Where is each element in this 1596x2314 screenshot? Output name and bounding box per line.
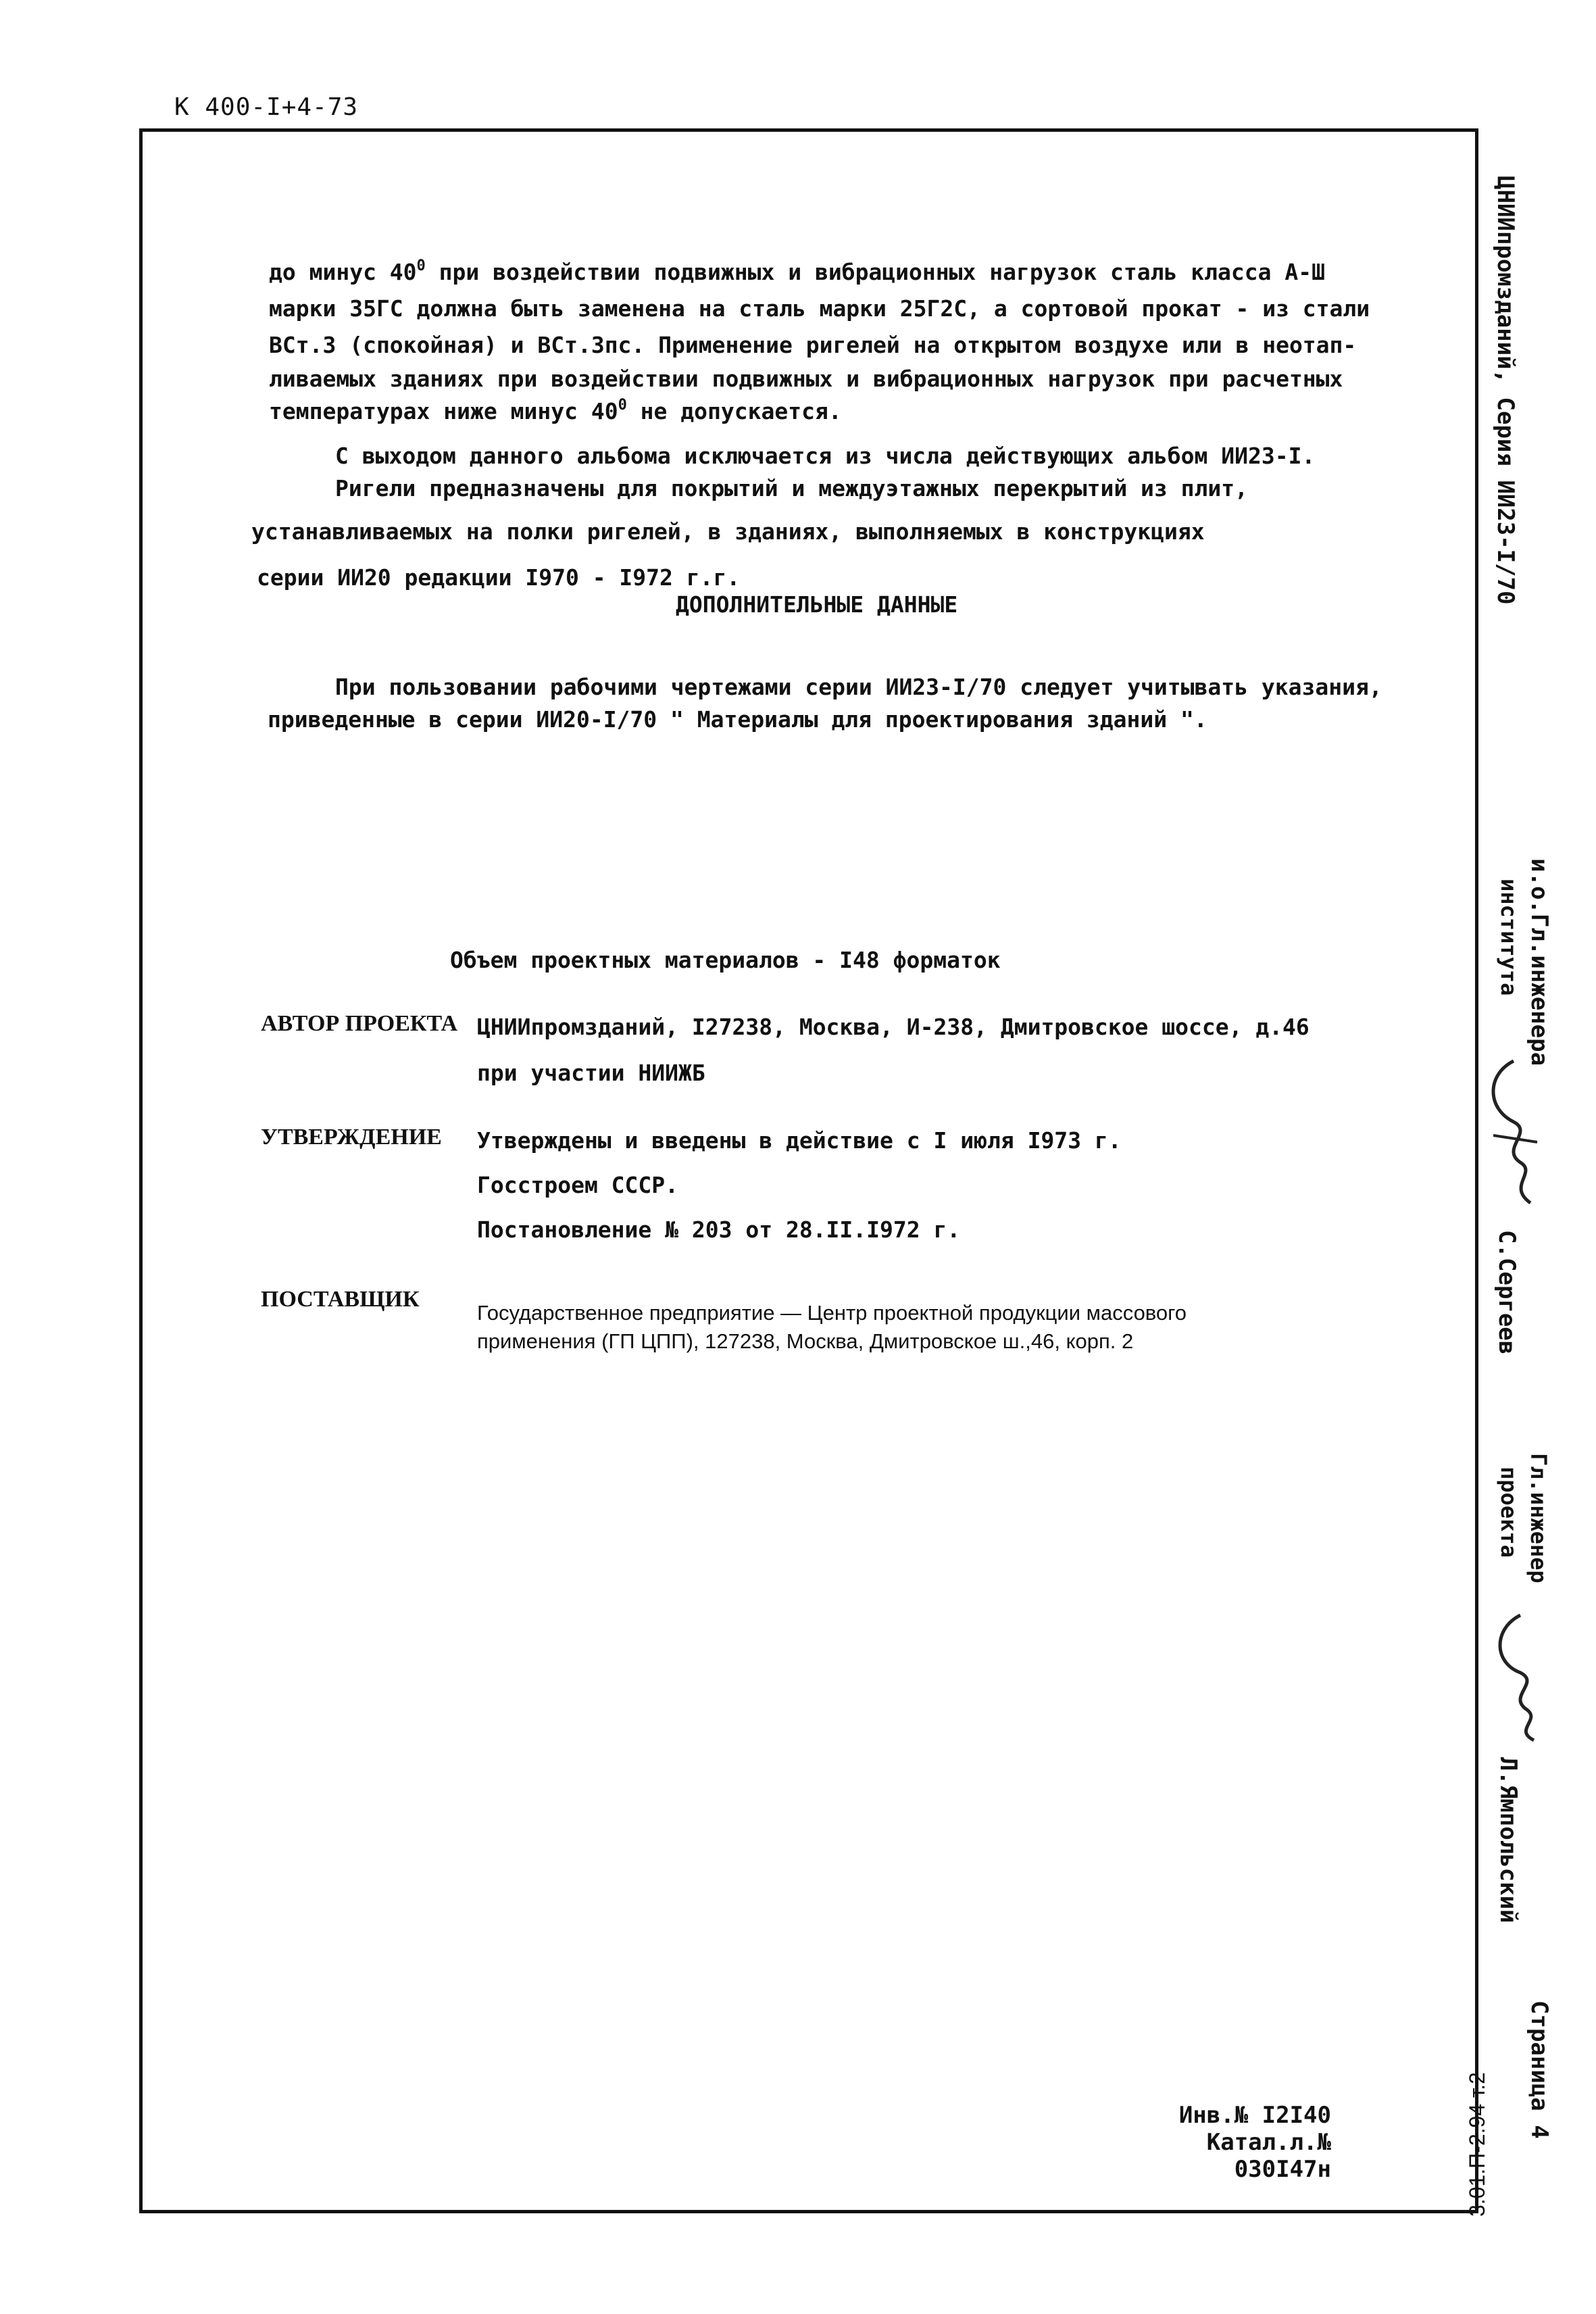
side-proj-name: Л.Ямпольский — [1495, 1757, 1522, 1923]
author-line-2: при участии НИИЖБ — [477, 1060, 705, 1086]
inventory-block — [1108, 2102, 1331, 2183]
body-line-2: марки 35ГС должна быть заменена на сталь марки 25Г2С, а сортовой прокат - из стали — [269, 295, 1370, 322]
author-line-1: ЦНИИпромзданий, I27238, Москва, И-238, Дмитровское шоссе, д.46 — [477, 1014, 1310, 1040]
para-rigel-1: Ригели предназначены для покрытий и междуэтажных перекрытий из плит, — [335, 475, 1249, 501]
para-instructions-1: При пользовании рабочими чертежами серии ИИ23-I/70 следует учитывать указания, — [335, 674, 1382, 700]
body-line-3: ВСт.3 (спокойная) и ВСт.3пс. Применение ригелей на открытом воздухе или в неотап- — [269, 332, 1357, 358]
approval-line-2: Госстроем СССР. — [477, 1172, 679, 1198]
side-chief-name: С.Сергеев — [1493, 1230, 1520, 1355]
signature-chief — [1473, 1054, 1547, 1210]
para-rigel-2: устанавливаемых на полки ригелей, в зданиях, выполняемых в конструкциях — [251, 518, 1205, 545]
side-chief-title: и.о.Гл.инженера — [1526, 858, 1553, 1066]
side-org-series: ЦНИИпромзданий, Серия ИИ23-I/70 — [1492, 176, 1519, 605]
author-label: АВТОР ПРОЕКТА — [261, 1011, 458, 1036]
para-rigel-3: серии ИИ20 редакции I970 - I972 г.г. — [257, 564, 741, 591]
body-line-1: до минус $40^0$ при воздействии подвижных и вибрационных нагрузок сталь класса А-Ш — [269, 257, 1325, 285]
side-proj-title-2: проекта — [1496, 1467, 1522, 1558]
side-page-number: Страница 4 — [1526, 2000, 1553, 2139]
side-proj-title: Гл.инженер — [1526, 1453, 1551, 1583]
signature-project — [1473, 1608, 1547, 1744]
inventory-number: Инв.№ I2I40 — [1178, 2102, 1331, 2129]
document-code: К 400-I+4-73 — [174, 93, 359, 121]
additional-data-heading: ДОПОЛНИТЕЛЬНЫЕ ДАННЫЕ — [676, 591, 958, 618]
supplier-label: ПОСТАВЩИК — [261, 1287, 420, 1312]
body-line-5: температурах ниже минус $40^0$ не допускается. — [269, 397, 842, 424]
approval-line-3: Постановление № 203 от 28.II.I972 г. — [477, 1216, 961, 1243]
supplier-text: Государственное предприятие — Центр проектной продукции массового применения (ГП ЦПП), 127238, Москва, Дмитровское ш.,46, корп. 2 — [477, 1301, 1187, 1353]
catalog-number: Катал.л.№ 030I47н — [1206, 2129, 1331, 2183]
approval-label: УТВЕРЖДЕНИЕ — [261, 1125, 442, 1150]
para-album: С выходом данного альбома исключается из числа действующих альбом ИИ23-I. — [335, 443, 1316, 469]
side-stamp-code: 3.01.П-2.94 т.2 — [1465, 2072, 1489, 2217]
para-instructions-2: приведенные в серии ИИ20-I/70 " Материалы для проектирования зданий ". — [268, 706, 1207, 733]
body-line-4: ливаемых зданиях при воздействии подвижных и вибрационных нагрузок при расчетных — [269, 366, 1343, 392]
side-chief-title-2: института — [1496, 879, 1522, 996]
volume-line: Объем проектных материалов - I48 форматок — [450, 947, 1001, 973]
approval-line-1: Утверждены и введены в действие с I июля I973 г. — [477, 1127, 1122, 1154]
